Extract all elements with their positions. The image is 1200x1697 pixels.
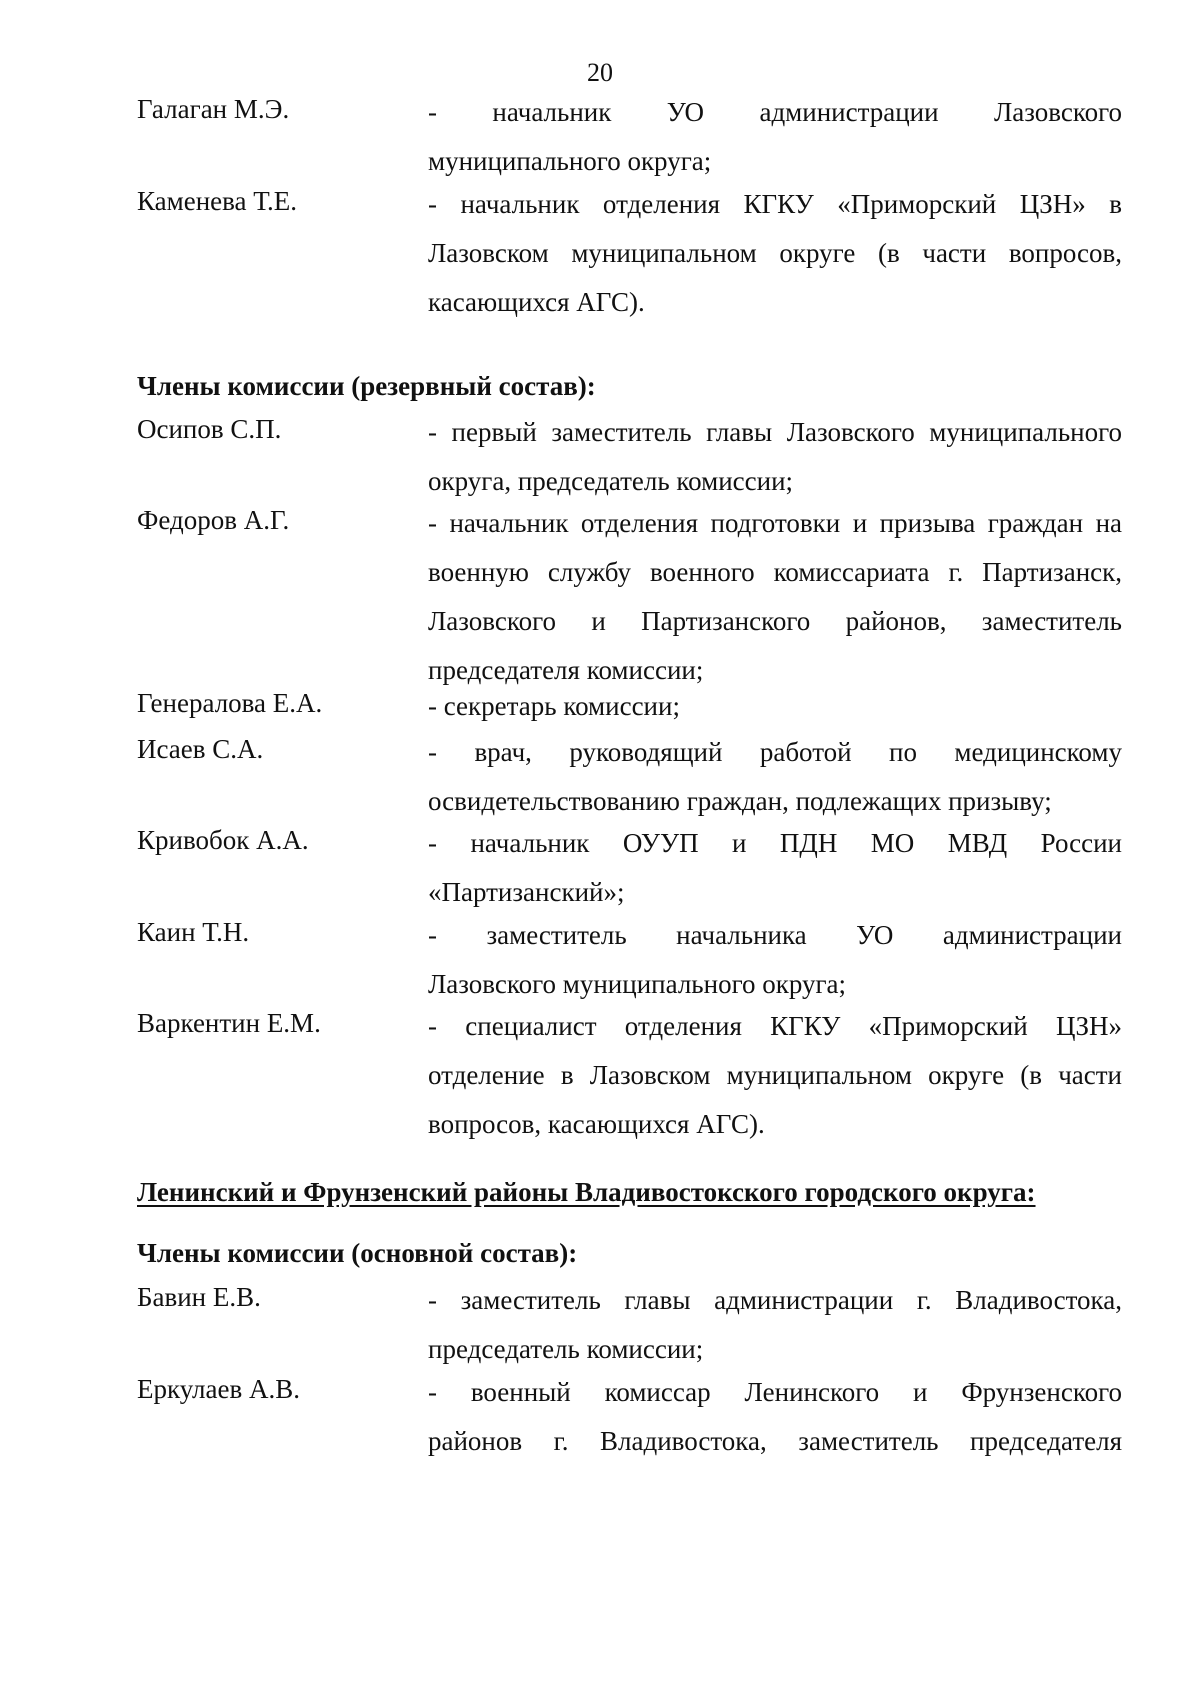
role-line: Лазовском муниципальном округе (в части вопросов, <box>428 238 1122 268</box>
role-line: «Партизанский»; <box>428 877 625 907</box>
role-line: - заместитель главы администрации г. Владивостока, <box>428 1285 1122 1315</box>
member-role <box>428 186 1122 333</box>
section-heading-reserve: Члены комиссии (резервный состав): <box>137 371 596 401</box>
member-role <box>428 688 1122 737</box>
member-role <box>428 917 1122 1015</box>
member-name: Кривобок А.А. <box>137 825 309 855</box>
role-line: вопросов, касающихся АГС). <box>428 1109 765 1139</box>
member-role <box>428 414 1122 512</box>
role-line: освидетельствованию граждан, подлежащих призыву; <box>428 786 1052 816</box>
role-line: - начальник УО администрации Лазовского <box>428 97 1122 127</box>
role-line: - врач, руководящий работой по медицинскому <box>428 737 1122 767</box>
role-line: касающихся АГС). <box>428 287 645 317</box>
role-line: военную службу военного комиссариата г. Партизанск, <box>428 557 1122 587</box>
member-name: Варкентин Е.М. <box>137 1008 321 1038</box>
member-name: Галаган М.Э. <box>137 94 290 124</box>
role-line: председателя комиссии; <box>428 655 704 685</box>
role-line: - начальник отделения КГКУ «Приморский ЦЗН» в <box>428 189 1122 219</box>
role-line: председатель комиссии; <box>428 1334 704 1364</box>
role-line: - специалист отделения КГКУ «Приморский ЦЗН» <box>428 1011 1122 1041</box>
role-line: округа, председатель комиссии; <box>428 466 794 496</box>
member-role <box>428 94 1122 192</box>
role-line: - секретарь комиссии; <box>428 691 680 721</box>
member-name: Бавин Е.В. <box>137 1282 261 1312</box>
role-line: отделение в Лазовском муниципальном округе (в части <box>428 1060 1122 1090</box>
role-line: - первый заместитель главы Лазовского муниципального <box>428 417 1122 447</box>
member-name: Каин Т.Н. <box>137 917 250 947</box>
role-line: Лазовского и Партизанского районов, заместитель <box>428 606 1122 636</box>
member-role <box>428 505 1122 701</box>
member-role <box>428 1282 1122 1380</box>
member-name: Каменева Т.Е. <box>137 186 298 216</box>
role-line: - заместитель начальника УО администрации <box>428 920 1122 950</box>
member-role <box>428 1374 1122 1472</box>
role-line: - начальник отделения подготовки и призыва граждан на <box>428 508 1122 538</box>
member-role <box>428 825 1122 923</box>
role-line: - военный комиссар Ленинского и Фрунзенского <box>428 1377 1122 1407</box>
member-role <box>428 734 1122 832</box>
member-name: Исаев С.А. <box>137 734 264 764</box>
role-line: Лазовского муниципального округа; <box>428 969 847 999</box>
role-line: - начальник ОУУП и ПДН МО МВД России <box>428 828 1122 858</box>
section-heading-main: Члены комиссии (основной состав): <box>137 1238 578 1268</box>
member-name: Еркулаев А.В. <box>137 1374 300 1404</box>
member-name: Генералова Е.А. <box>137 688 323 718</box>
member-name: Федоров А.Г. <box>137 505 290 535</box>
member-role <box>428 1008 1122 1155</box>
role-line: муниципального округа; <box>428 146 712 176</box>
role-line: районов г. Владивостока, заместитель председателя <box>428 1426 1122 1456</box>
page-number: 20 <box>587 58 613 87</box>
district-heading: Ленинский и Фрунзенский районы Владивостокского городского округа: <box>137 1177 1036 1207</box>
member-name: Осипов С.П. <box>137 414 282 444</box>
